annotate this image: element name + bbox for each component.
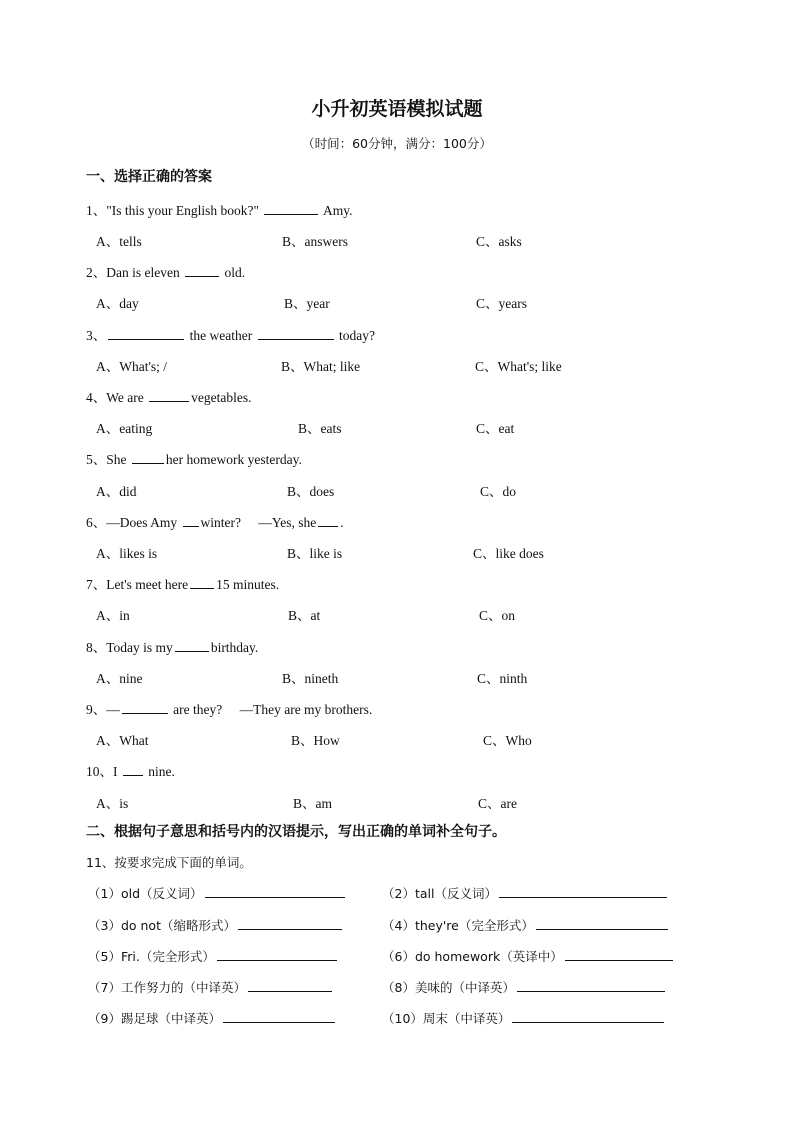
fill-item-10	[382, 1009, 664, 1027]
fill-item-7	[88, 978, 332, 996]
question-text: winter?	[200, 515, 241, 530]
question-text: Today is my	[106, 640, 173, 655]
question-text: .	[340, 515, 344, 530]
option-a[interactable]: A、What's; /	[96, 359, 168, 374]
fill-item-2	[382, 884, 667, 902]
question-number: 10、	[86, 764, 113, 779]
question-7	[86, 573, 279, 593]
question-10	[86, 760, 175, 780]
fill-item-label: （4）they're（完全形式）	[382, 918, 534, 933]
fill-item-5	[88, 947, 337, 965]
question-number: 9、	[86, 702, 107, 717]
question-text: today?	[338, 328, 375, 343]
question-text: —Does Amy	[106, 515, 178, 530]
question-text: "Is this your English book?"	[106, 203, 260, 218]
question-number: 1、	[86, 203, 107, 218]
question-text: —Yes, she	[258, 515, 317, 530]
option-a[interactable]: A、eating	[96, 421, 153, 436]
answer-blank[interactable]	[132, 451, 164, 464]
answer-line[interactable]	[217, 948, 337, 961]
option-a[interactable]: A、is	[96, 796, 129, 811]
answer-blank[interactable]	[175, 639, 209, 652]
answer-blank[interactable]	[149, 389, 189, 402]
answer-line[interactable]	[517, 979, 665, 992]
question-text: She	[106, 452, 127, 467]
question-text: I	[113, 764, 118, 779]
fill-item-label: （10）周末（中译英）	[382, 1011, 511, 1026]
question-text: —They are my brothers.	[239, 702, 373, 717]
question-text: vegetables.	[191, 390, 252, 405]
option-c[interactable]: C、asks	[476, 234, 522, 249]
question-number: 7、	[86, 577, 107, 592]
fill-item-label: （7）工作努力的（中译英）	[88, 980, 246, 995]
fill-item-9	[88, 1009, 335, 1027]
answer-blank[interactable]	[183, 514, 199, 527]
answer-line[interactable]	[512, 1010, 664, 1023]
question-9	[86, 698, 372, 718]
answer-line[interactable]	[238, 917, 342, 930]
option-c[interactable]: C、do	[480, 484, 517, 499]
question-8	[86, 636, 258, 656]
option-c[interactable]: C、What's; like	[475, 359, 562, 374]
option-b[interactable]: B、How	[291, 733, 340, 748]
question-text: the weather	[189, 328, 253, 343]
answer-blank[interactable]	[264, 202, 318, 215]
answer-blank[interactable]	[318, 514, 338, 527]
section-1-heading: 一、选择正确的答案	[86, 169, 212, 185]
answer-blank[interactable]	[185, 264, 219, 277]
fill-item-4	[382, 916, 668, 934]
answer-blank[interactable]	[123, 763, 143, 776]
question-2	[86, 261, 245, 281]
question-1	[86, 199, 353, 219]
fill-item-3	[88, 916, 342, 934]
fill-item-label: （1）old（反义词）	[88, 886, 203, 901]
answer-blank[interactable]	[108, 327, 184, 340]
option-a[interactable]: A、day	[96, 296, 139, 311]
fill-item-label: （9）踢足球（中译英）	[88, 1011, 221, 1026]
answer-blank[interactable]	[258, 327, 334, 340]
answer-line[interactable]	[205, 885, 345, 898]
page-subtitle: （时间：60分钟，满分：100分）	[302, 136, 492, 151]
question-11: 11、按要求完成下面的单词。	[86, 855, 252, 870]
question-text: old.	[224, 265, 246, 280]
question-text: birthday.	[210, 640, 259, 655]
question-text: Amy.	[323, 203, 353, 218]
fill-item-label: （8）美味的（中译英）	[382, 980, 515, 995]
option-c[interactable]: C、like does	[473, 546, 544, 561]
question-text: are they?	[173, 702, 223, 717]
option-b[interactable]: B、nineth	[282, 671, 339, 686]
option-c[interactable]: C、are	[478, 796, 517, 811]
question-text: nine.	[148, 764, 175, 779]
question-text: —	[106, 702, 120, 717]
question-6	[86, 511, 344, 531]
answer-line[interactable]	[248, 979, 332, 992]
question-text: We are	[106, 390, 144, 405]
question-text: Let's meet here	[106, 577, 189, 592]
option-a[interactable]: A、What	[96, 733, 149, 748]
question-number: 4、	[86, 390, 107, 405]
option-a[interactable]: A、in	[96, 608, 130, 623]
option-a[interactable]: A、likes is	[96, 546, 158, 561]
option-b[interactable]: B、answers	[282, 234, 348, 249]
option-b[interactable]: B、like is	[287, 546, 343, 561]
option-c[interactable]: C、years	[476, 296, 527, 311]
question-3	[86, 324, 375, 344]
question-number: 6、	[86, 515, 107, 530]
question-number: 8、	[86, 640, 107, 655]
option-b[interactable]: B、What; like	[281, 359, 361, 374]
option-c[interactable]: C、ninth	[477, 671, 528, 686]
section-2-heading: 二、根据句子意思和括号内的汉语提示，写出正确的单词补全句子。	[86, 824, 506, 840]
answer-blank[interactable]	[190, 576, 214, 589]
option-b[interactable]: B、eats	[298, 421, 342, 436]
fill-item-label: （5）Fri.（完全形式）	[88, 949, 215, 964]
question-text: 15 minutes.	[216, 577, 280, 592]
option-a[interactable]: A、nine	[96, 671, 143, 686]
question-5	[86, 448, 302, 468]
answer-line[interactable]	[565, 948, 673, 961]
fill-item-6	[382, 947, 673, 965]
option-c[interactable]: C、on	[479, 608, 516, 623]
option-b[interactable]: B、does	[287, 484, 335, 499]
option-b[interactable]: B、at	[288, 608, 321, 623]
answer-blank[interactable]	[122, 701, 168, 714]
option-b[interactable]: B、year	[284, 296, 330, 311]
fill-item-8	[382, 978, 665, 996]
question-4	[86, 386, 252, 406]
question-number: 5、	[86, 452, 107, 467]
option-a[interactable]: A、did	[96, 484, 137, 499]
answer-line[interactable]	[223, 1010, 335, 1023]
option-b[interactable]: B、am	[293, 796, 332, 811]
question-text: Dan is eleven	[106, 265, 180, 280]
answer-line[interactable]	[499, 885, 667, 898]
fill-item-1	[88, 884, 345, 902]
question-text: her homework yesterday.	[165, 452, 302, 467]
page-title: 小升初英语模拟试题	[311, 98, 483, 120]
question-number: 3、	[86, 328, 107, 343]
answer-line[interactable]	[536, 917, 668, 930]
option-c[interactable]: C、eat	[476, 421, 515, 436]
option-c[interactable]: C、Who	[483, 733, 532, 748]
question-number: 2、	[86, 265, 107, 280]
fill-item-label: （6）do homework（英译中）	[382, 949, 563, 964]
fill-item-label: （2）tall（反义词）	[382, 886, 497, 901]
option-a[interactable]: A、tells	[96, 234, 142, 249]
fill-item-label: （3）do not（缩略形式）	[88, 918, 236, 933]
